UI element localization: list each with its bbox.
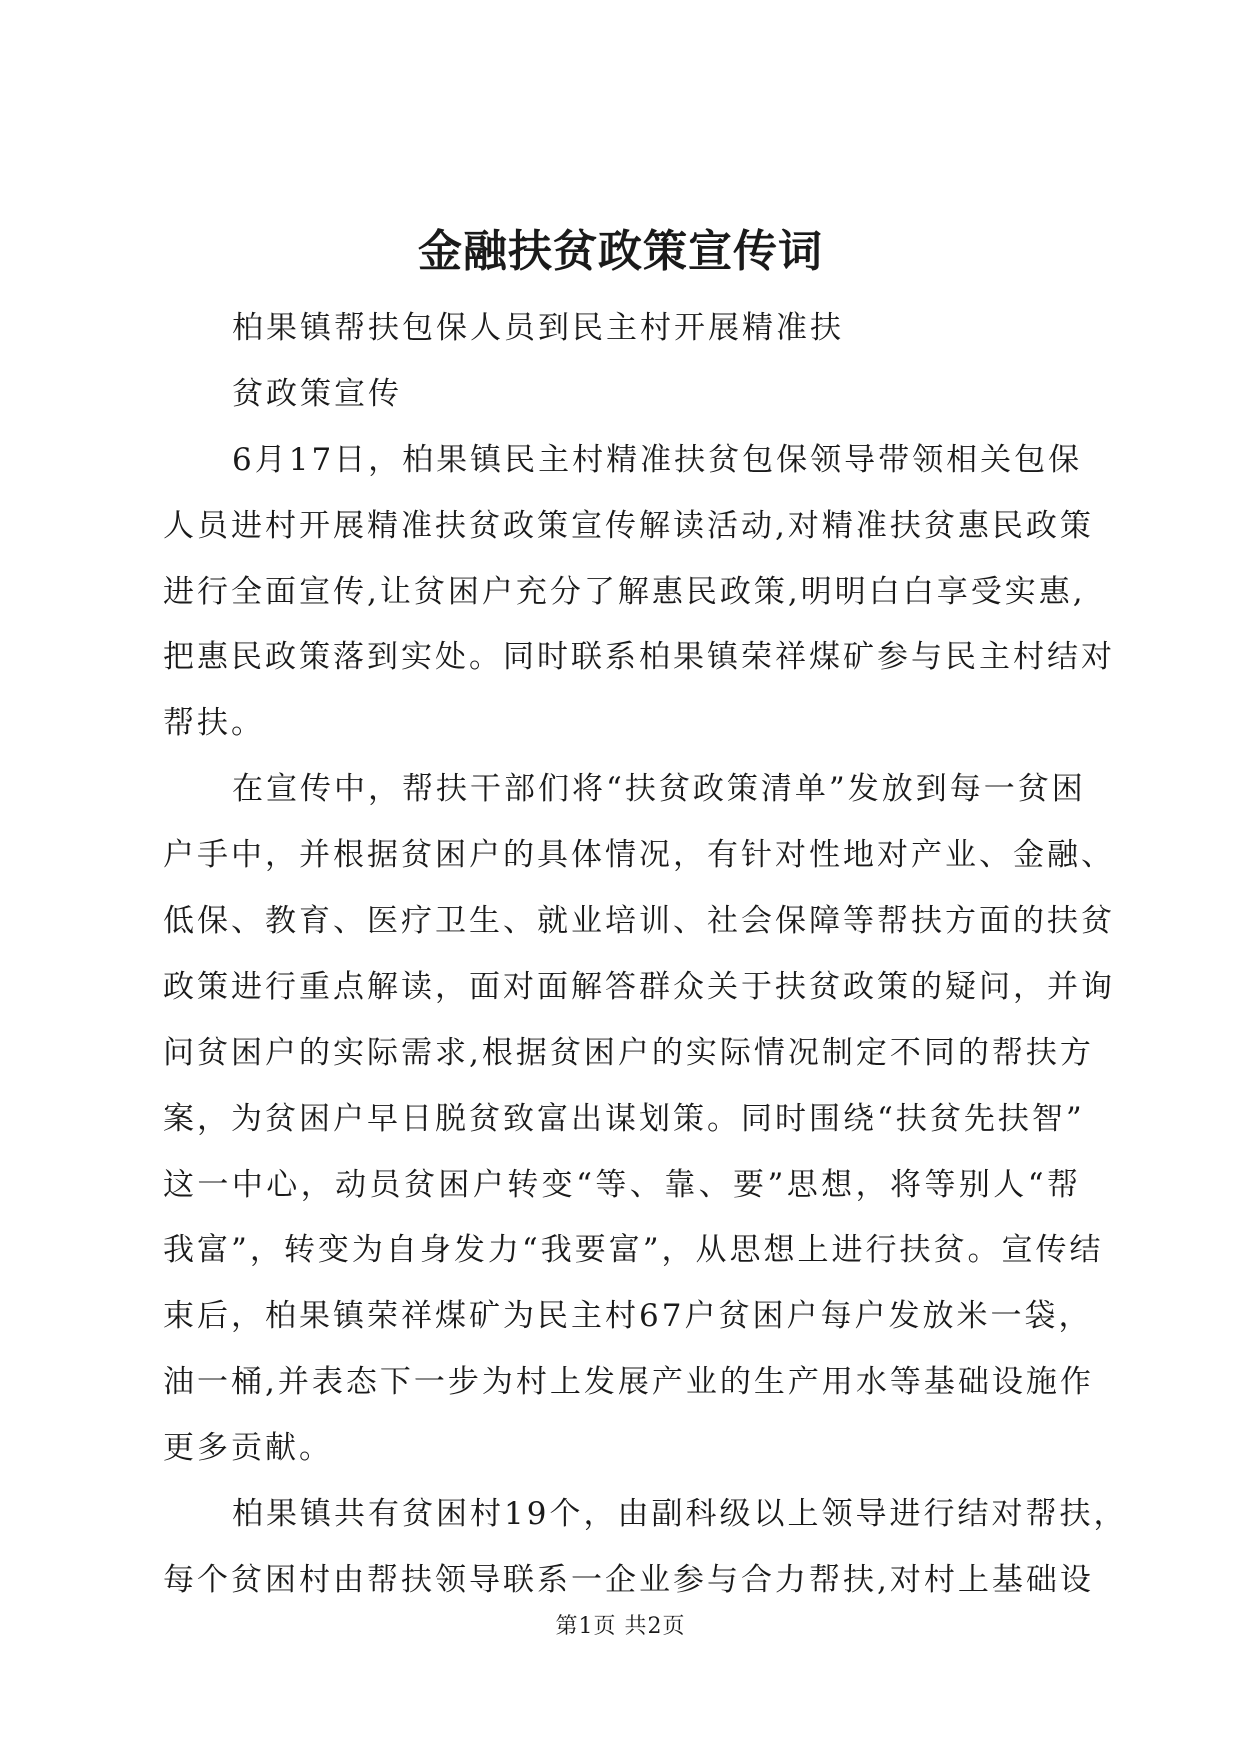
- body-line: 问贫困户的实际需求,根据贫困户的实际情况制定不同的帮扶方: [163, 1034, 1094, 1071]
- body-line: 柏果镇帮扶包保人员到民主村开展精准扶: [232, 310, 844, 346]
- body-line: 束后，柏果镇荣祥煤矿为民主村67户贫困户每户发放米一袋，: [163, 1298, 1093, 1335]
- body-line: 在宣传中，帮扶干部们将“扶贫政策清单”发放到每一贫困: [232, 771, 1086, 808]
- body-line: 把惠民政策落到实处。同时联系柏果镇荣祥煤矿参与民主村结对: [163, 639, 1115, 676]
- body-line: 贫政策宣传: [232, 375, 402, 412]
- body-line: 政策进行重点解读，面对面解答群众关于扶贫政策的疑问，并询: [163, 968, 1115, 1005]
- body-line: 低保、教育、医疗卫生、就业培训、社会保障等帮扶方面的扶贫: [163, 903, 1115, 940]
- body-line: 进行全面宣传,让贫困户充分了解惠民政策,明明白白享受实惠,: [163, 573, 1086, 610]
- body-line: 人员进村开展精准扶贫政策宣传解读活动,对精准扶贫惠民政策: [163, 507, 1094, 544]
- body-line: 6月17日，柏果镇民主村精准扶贫包保领导带领相关包保: [232, 441, 1083, 478]
- page-footer: 第1页 共2页: [555, 1614, 686, 1639]
- document-body: [163, 296, 1128, 1614]
- document-title: 金融扶贫政策宣传词: [418, 226, 823, 277]
- body-line: 户手中，并根据贫困户的具体情况，有针对性地对产业、金融、: [163, 837, 1115, 874]
- body-line: 我富”，转变为自身发力“我要富”，从思想上进行扶贫。宣传结: [163, 1232, 1104, 1269]
- body-line: 更多贡献。: [163, 1430, 333, 1467]
- body-line: 帮扶。: [163, 705, 265, 742]
- body-line: 案，为贫困户早日脱贫致富出谋划策。同时围绕“扶贫先扶智”: [163, 1100, 1085, 1137]
- body-line: 油一桶,并表态下一步为村上发展产业的生产用水等基础设施作: [163, 1364, 1094, 1401]
- body-line: 每个贫困村由帮扶领导联系一企业参与合力帮扶,对村上基础设: [163, 1561, 1094, 1598]
- body-line: 柏果镇共有贫困村19个，由副科级以上领导进行结对帮扶，: [232, 1496, 1128, 1533]
- body-line: 这一中心，动员贫困户转变“等、靠、要”思想，将等别人“帮: [163, 1166, 1081, 1203]
